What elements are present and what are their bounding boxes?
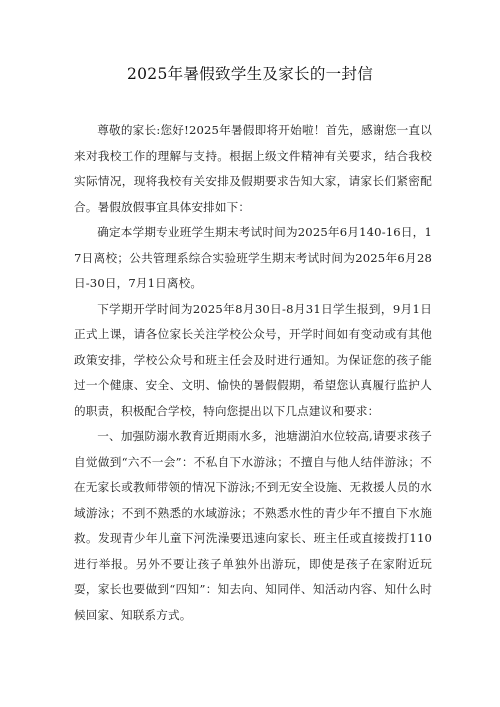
document-body bbox=[74, 118, 432, 628]
document-title: 2025年暑假致学生及家长的一封信 bbox=[126, 65, 374, 83]
paragraph-next-term: 下学期开学时间为2025年8月30日-8月31日学生报到，9月1日正式上课，请各位家长关注学校公众号，开学时间如有变动或有其他政策安排，学校公众号和班主任会及时进行通知。为保证您的孩子能过一个健康、安全、文明、愉快的暑假假期，希望您认真履行监护人的职责，积极配合学校，特向您提出以下几点建议和要求： bbox=[74, 301, 432, 418]
paragraph-exam-schedule: 确定本学期专业班学生期末考试时间为2025年6月140-16日，17日离校；公共管理系综合实验班学生期末考试时间为2025年6月28日-30日，7月1日离校。 bbox=[74, 225, 432, 290]
paragraph-greeting: 尊敬的家长:您好!2025年暑假即将开始啦！首先，感谢您一直以来对我校工作的理解与支持。根据上级文件精神有关要求，结合我校实际情况，现将我校有关安排及假期要求告知大家，请家长们紧密配合。暑假放假事宜具体安排如下： bbox=[74, 123, 432, 214]
paragraph-drowning-prevention: 一、加强防溺水教育近期雨水多，池塘湖泊水位较高,请要求孩子自觉做到“六不一会”：不私自下水游泳；不擅自与他人结伴游泳；不在无家长或教师带领的情况下游泳;不到无安全设施、无救援人员的水域游泳；不到不熟悉的水域游泳；不熟悉水性的青少年不擅自下水施救。发现青少年儿童下河洗澡要迅速向家长、班主任或直接拨打110进行举报。另外不要让孩子单独外出游玩，即使是孩子在家附近玩耍，家长也要做到“四知”：知去向、知同伴、知活动内容、知什么时候回家、知联系方式。 bbox=[74, 429, 432, 622]
